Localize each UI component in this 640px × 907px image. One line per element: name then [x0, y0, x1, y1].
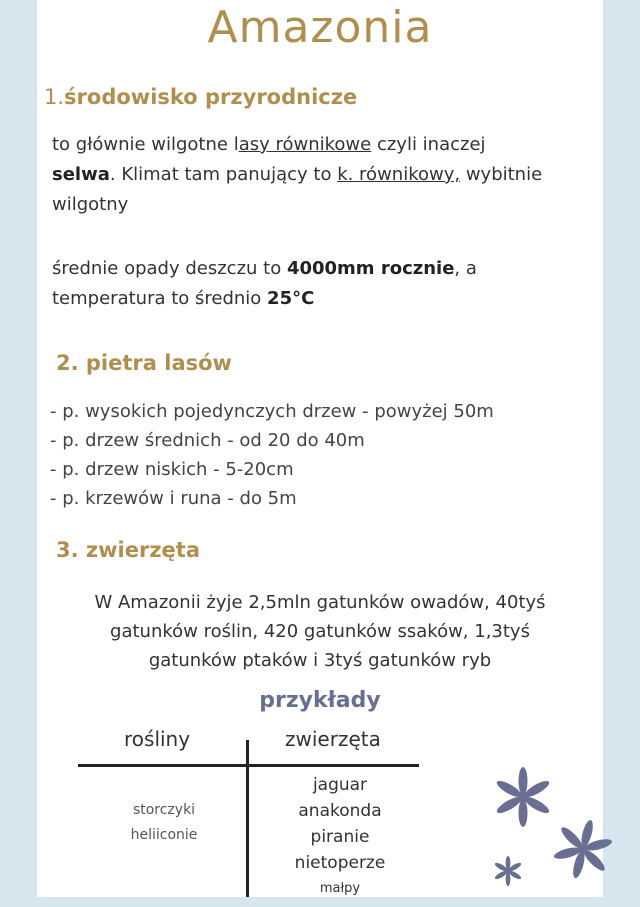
text-span: czyli inaczej	[371, 134, 486, 155]
list-item: - p. drzew niskich - 5-20cm	[50, 459, 294, 480]
section-1-paragraph-2	[52, 254, 522, 314]
list-item: anakonda	[298, 801, 382, 821]
list-item: - p. wysokich pojedynczych drzew - powyżej 50m	[50, 401, 494, 422]
flower-icon	[490, 764, 556, 830]
text-span: wybitnie wilgotny	[52, 164, 543, 215]
text-span: to głównie wilgotne l	[52, 134, 239, 155]
animals-column-header: zwierzęta	[285, 727, 381, 751]
forest-layers-list	[50, 397, 494, 513]
table-vertical-rule	[246, 740, 249, 897]
bold-term: selwa	[52, 164, 110, 185]
paragraph-line: gatunków ptaków i 3tyś gatunków ryb	[148, 650, 492, 671]
list-item: piranie	[310, 827, 370, 847]
section-2-heading: 2. pietra lasów	[56, 351, 232, 375]
list-item: storczyki	[132, 802, 196, 818]
underlined-term: asy równikowe	[238, 134, 372, 155]
animals-list	[270, 772, 410, 902]
text-span: , a temperatura to średnio	[52, 258, 477, 309]
examples-heading: przykłady	[259, 688, 381, 713]
section-1-heading	[44, 85, 357, 109]
plants-list	[118, 798, 210, 848]
section-3-paragraph	[70, 588, 570, 675]
text-span: . Klimat tam panujący to	[109, 164, 338, 185]
list-item: małpy	[319, 881, 361, 896]
flower-icon	[550, 816, 616, 882]
bold-term: 4000mm rocznie	[286, 258, 455, 279]
list-item: jaguar	[312, 775, 368, 795]
paragraph-line: W Amazonii żyje 2,5mln gatunków owadów, 40tyś	[94, 592, 546, 613]
list-item: heliiconie	[130, 827, 198, 843]
section-3-heading: 3. zwierzęta	[56, 538, 200, 562]
section-1-title: środowisko przyrodnicze	[64, 85, 358, 109]
list-item: - p. krzewów i runa - do 5m	[50, 488, 297, 509]
list-item: - p. drzew średnich - od 20 do 40m	[50, 430, 365, 451]
list-item: nietoperze	[294, 853, 386, 873]
text-span: średnie opady deszczu to	[52, 258, 287, 279]
section-1-paragraph-1	[52, 130, 572, 220]
plants-column-header: rośliny	[124, 727, 191, 751]
bold-term: 25°C	[267, 288, 315, 309]
flower-icon	[492, 855, 524, 887]
paragraph-line: gatunków roślin, 420 gatunków ssaków, 1,3tyś	[110, 621, 530, 642]
underlined-term: k. równikowy,	[337, 164, 461, 185]
section-1-number: 1.	[44, 85, 65, 109]
page-title: Amazonia	[207, 2, 433, 53]
